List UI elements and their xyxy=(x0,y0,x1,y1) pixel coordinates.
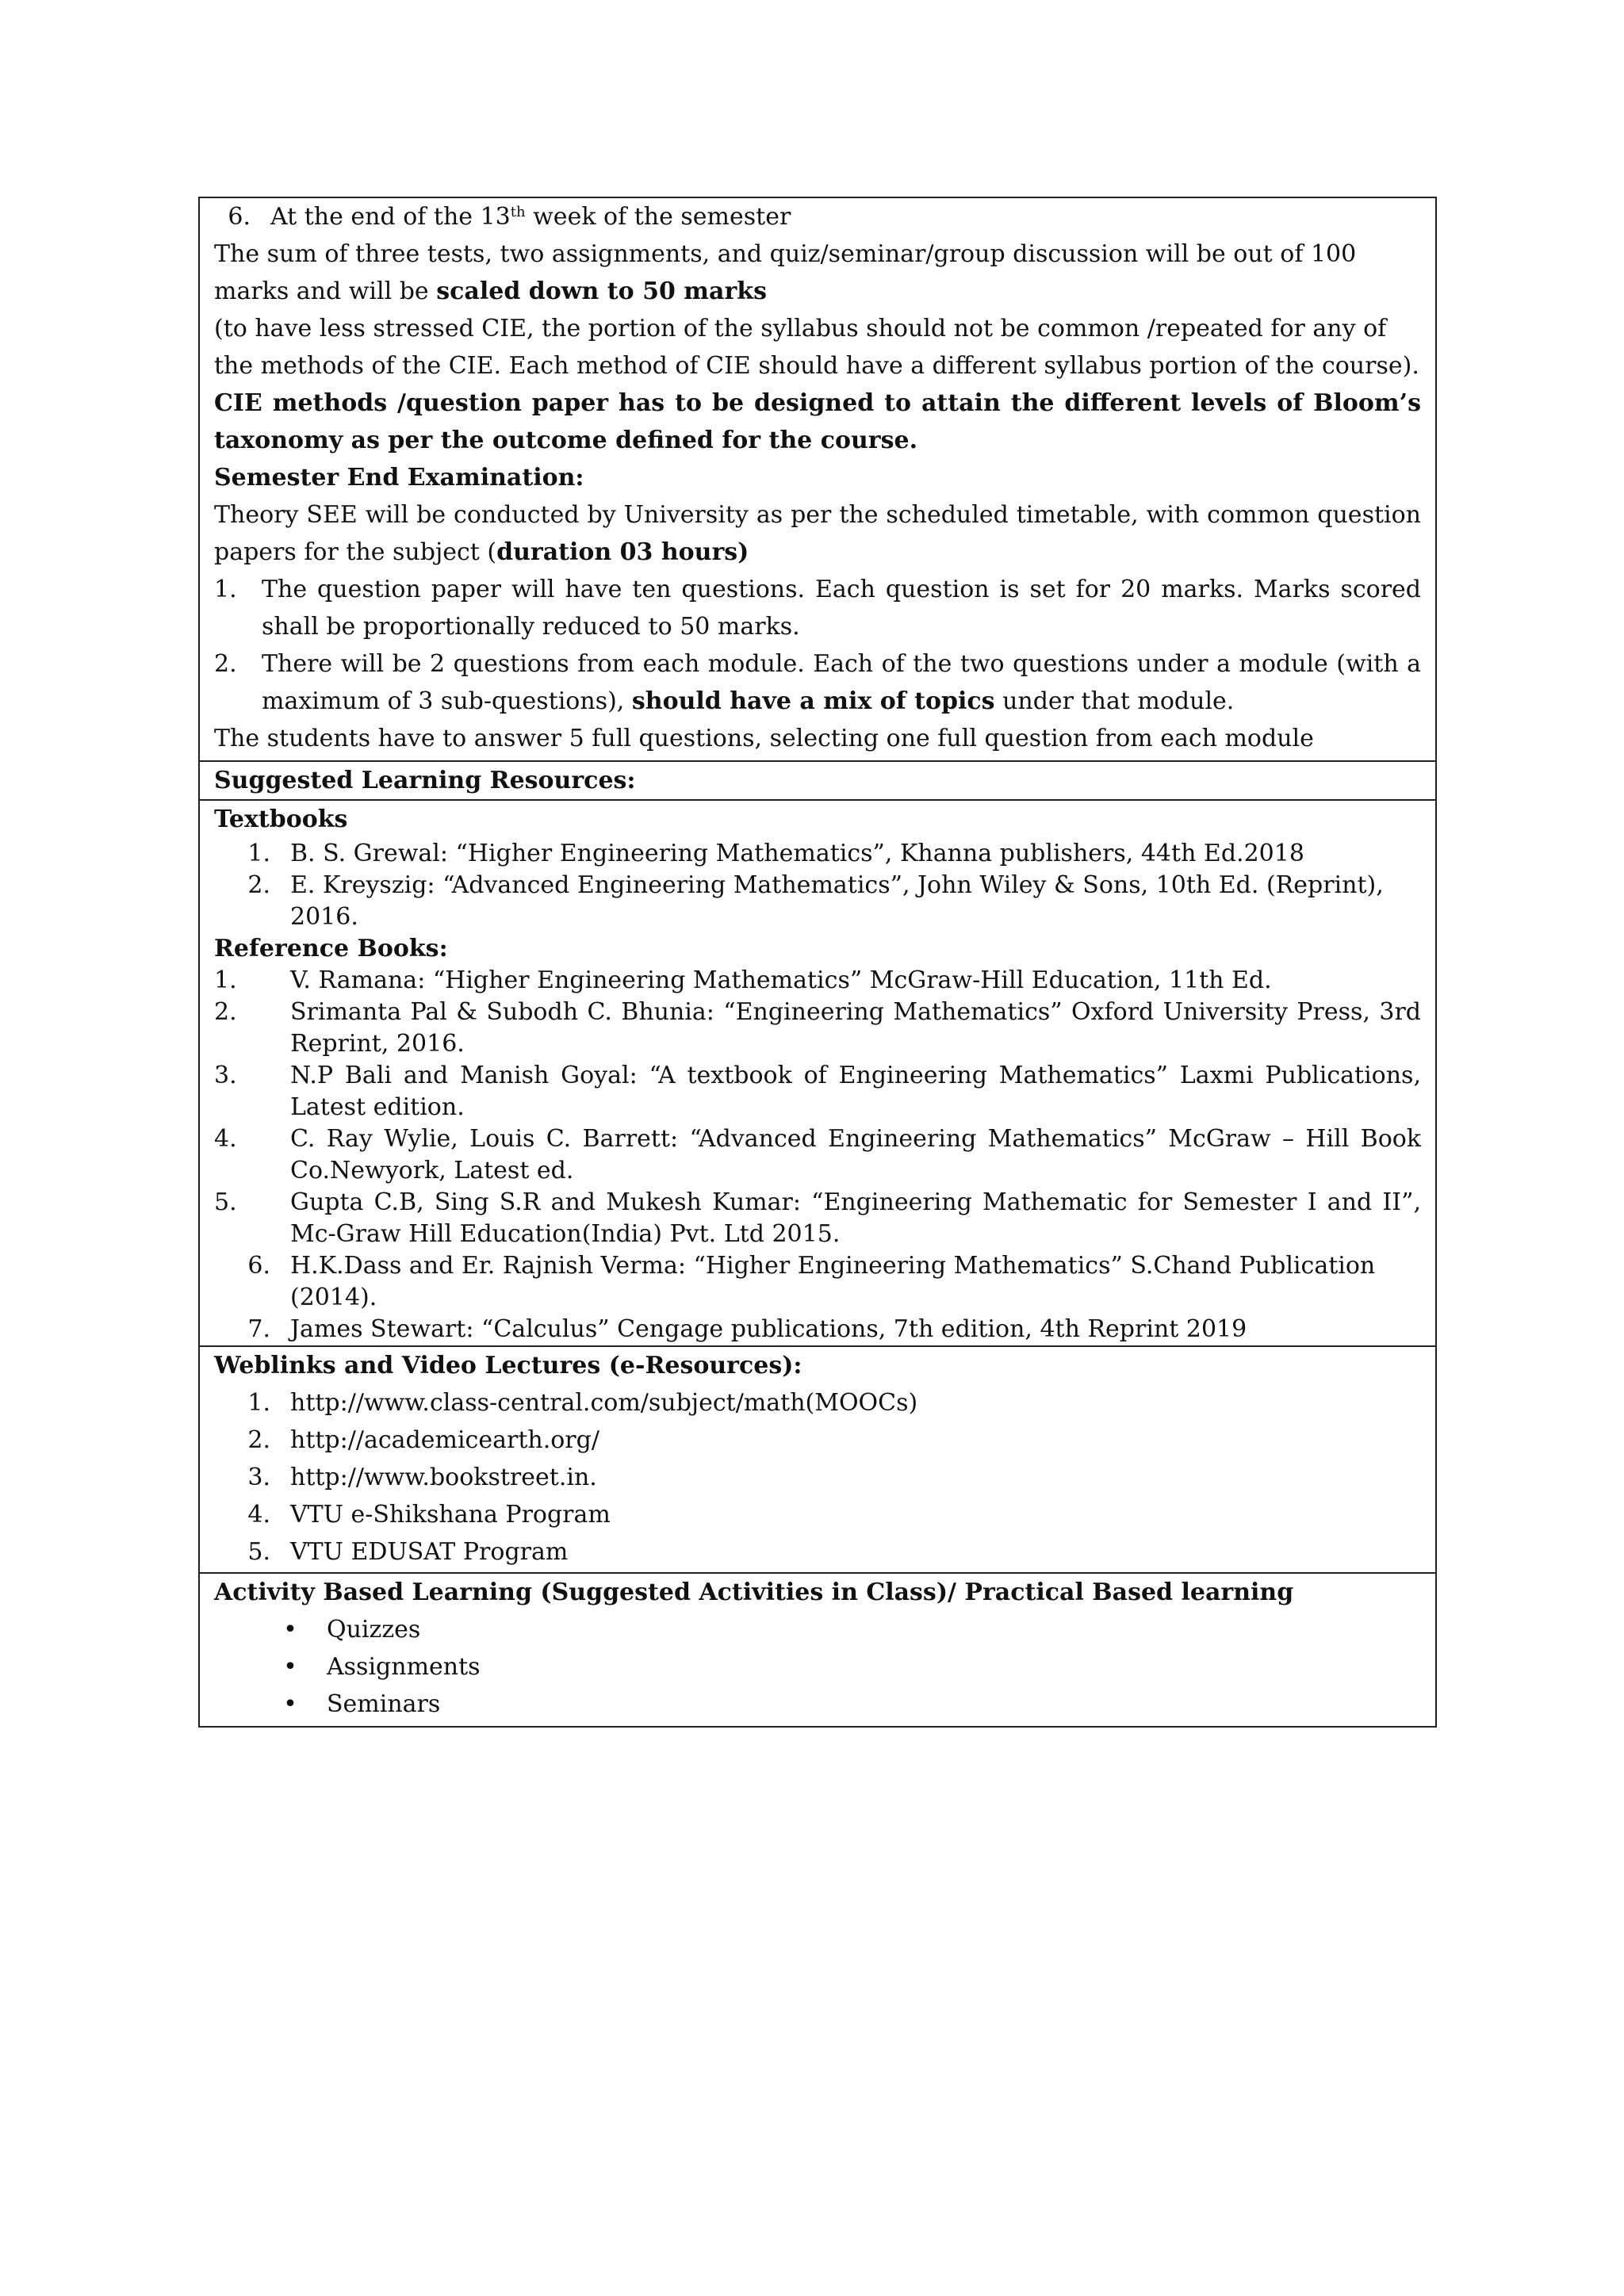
list-text xyxy=(270,198,1421,235)
weblink-item xyxy=(214,1459,1421,1496)
list-text: James Stewart: “Calculus” Cengage publications, 7th edition, 4th Reprint 2019 xyxy=(290,1315,1247,1343)
list-number: 1. xyxy=(214,966,237,994)
stress-paragraph: (to have less stressed CIE, the portion of the syllabus should not be common /repeated for any of the methods of the CIE. Each method of CIE should have a different syllabus portion of the course). xyxy=(214,315,1419,380)
list-text: H.K.Dass and Er. Rajnish Verma: “Higher Engineering Mathematics” S.Chand Publication (2014). xyxy=(290,1252,1376,1311)
weblink-item xyxy=(214,1533,1421,1571)
bold-text: should have a mix of topics xyxy=(631,687,995,715)
see-paragraph xyxy=(214,496,1421,571)
assessment-section xyxy=(200,198,1435,760)
list-number: 4. xyxy=(247,1501,270,1529)
reference-item xyxy=(214,997,1421,1060)
list-number: 5. xyxy=(214,1188,237,1216)
see-heading: Semester End Examination: xyxy=(214,464,584,492)
list-text xyxy=(262,645,1421,720)
weblinks-section xyxy=(200,1345,1435,1572)
item-text-part: At the end of the 13 xyxy=(270,203,511,231)
cie-item-6 xyxy=(214,198,1421,235)
reference-item xyxy=(214,1250,1421,1314)
bold-text: scaled down to 50 marks xyxy=(436,277,767,305)
list-number: 2. xyxy=(214,998,237,1026)
activity-heading: Activity Based Learning (Suggested Activities in Class)/ Practical Based learning xyxy=(214,1578,1294,1606)
paragraph-text: Theory SEE will be conducted by University as per the scheduled timetable, with common question papers for the subject ( xyxy=(214,501,1421,566)
paragraph-text: The sum of three tests, two assignments, and quiz/seminar/group discussion will be out of 100 marks and will be xyxy=(214,240,1357,305)
reference-item xyxy=(214,965,1421,997)
weblink-item xyxy=(214,1384,1421,1422)
weblink-text: http://www.bookstreet.in. xyxy=(290,1464,597,1491)
bullet-icon: • xyxy=(283,1616,297,1644)
item-text-part: under that module. xyxy=(994,687,1235,715)
list-text: E. Kreyszig: “Advanced Engineering Mathematics”, John Wiley & Sons, 10th Ed. (Reprint), 2016. xyxy=(290,871,1384,931)
textbook-item xyxy=(214,870,1421,933)
list-text: N.P Bali and Manish Goyal: “A textbook of Engineering Mathematics” Laxmi Publications, Latest edition. xyxy=(290,1062,1421,1121)
sum-paragraph xyxy=(214,235,1421,310)
reference-item xyxy=(214,1314,1421,1345)
list-number: 3. xyxy=(214,1062,237,1089)
list-text: The question paper will have ten questions. Each question is set for 20 marks. Marks scored shall be proportionally reduced to 50 marks. xyxy=(262,576,1421,641)
activity-text: Assignments xyxy=(327,1653,481,1681)
textbook-item xyxy=(214,838,1421,870)
weblink-item xyxy=(214,1422,1421,1459)
item-text-part: There will be 2 questions from each module. Each of the two questions under a module (with a maximum of 3 sub-questions), xyxy=(262,650,1421,715)
weblinks-heading: Weblinks and Video Lectures (e-Resources): xyxy=(214,1352,802,1380)
weblink-item xyxy=(214,1496,1421,1533)
list-number: 1. xyxy=(247,840,270,867)
activity-item xyxy=(214,1648,1421,1686)
syllabus-table xyxy=(198,197,1437,1728)
list-number: 4. xyxy=(214,1125,237,1153)
activity-text: Quizzes xyxy=(327,1616,421,1644)
weblink-text: VTU e-Shikshana Program xyxy=(290,1501,611,1529)
final-paragraph: The students have to answer 5 full questions, selecting one full question from each module xyxy=(214,725,1314,752)
list-number: 1. xyxy=(214,576,237,603)
textbooks-heading: Textbooks xyxy=(214,806,348,833)
list-number: 2. xyxy=(247,1426,270,1454)
list-number: 5. xyxy=(247,1538,270,1566)
list-number: 7. xyxy=(247,1315,270,1343)
list-text: Srimanta Pal & Subodh C. Bhunia: “Engineering Mathematics” Oxford University Press, 3rd Reprint, 2016. xyxy=(290,998,1421,1058)
see-item-1 xyxy=(214,571,1421,645)
activity-section xyxy=(200,1572,1435,1726)
list-number: 1. xyxy=(247,1389,270,1417)
resources-heading-row xyxy=(200,760,1435,799)
weblink-text: VTU EDUSAT Program xyxy=(290,1538,569,1566)
list-number: 3. xyxy=(247,1464,270,1491)
list-number: 2. xyxy=(214,650,237,678)
activity-text: Seminars xyxy=(327,1690,441,1718)
list-number: 6. xyxy=(247,1252,270,1280)
reference-heading: Reference Books: xyxy=(214,935,448,962)
see-item-2 xyxy=(214,645,1421,720)
list-text: V. Ramana: “Higher Engineering Mathematics” McGraw-Hill Education, 11th Ed. xyxy=(290,966,1272,994)
books-section xyxy=(200,799,1435,1345)
bullet-icon: • xyxy=(283,1653,297,1681)
reference-item xyxy=(214,1187,1421,1250)
weblink-text: http://www.class-central.com/subject/math(MOOCs) xyxy=(290,1389,918,1417)
bloom-paragraph: CIE methods /question paper has to be designed to attain the different levels of Bloom’s taxonomy as per the outcome defined for the course. xyxy=(214,389,1421,454)
reference-item xyxy=(214,1060,1421,1123)
bold-text: duration 03 hours) xyxy=(496,538,749,566)
reference-item xyxy=(214,1123,1421,1187)
list-text: C. Ray Wylie, Louis C. Barrett: “Advanced Engineering Mathematics” McGraw – Hill Book Co.Newyork, Latest ed. xyxy=(290,1125,1421,1184)
list-text: Gupta C.B, Sing S.R and Mukesh Kumar: “Engineering Mathematic for Semester I and II”, Mc-Graw Hill Education(India) Pvt. Ltd 2015. xyxy=(290,1188,1421,1248)
list-number: 6. xyxy=(228,203,251,231)
list-text: B. S. Grewal: “Higher Engineering Mathematics”, Khanna publishers, 44th Ed.2018 xyxy=(290,840,1304,867)
activity-item xyxy=(214,1611,1421,1648)
bullet-icon: • xyxy=(283,1690,297,1718)
weblink-text: http://academicearth.org/ xyxy=(290,1426,599,1454)
superscript: th xyxy=(510,204,526,220)
list-number: 2. xyxy=(247,871,270,899)
activity-item xyxy=(214,1686,1421,1723)
resources-heading: Suggested Learning Resources: xyxy=(214,767,636,794)
item-text-part: week of the semester xyxy=(525,203,791,231)
